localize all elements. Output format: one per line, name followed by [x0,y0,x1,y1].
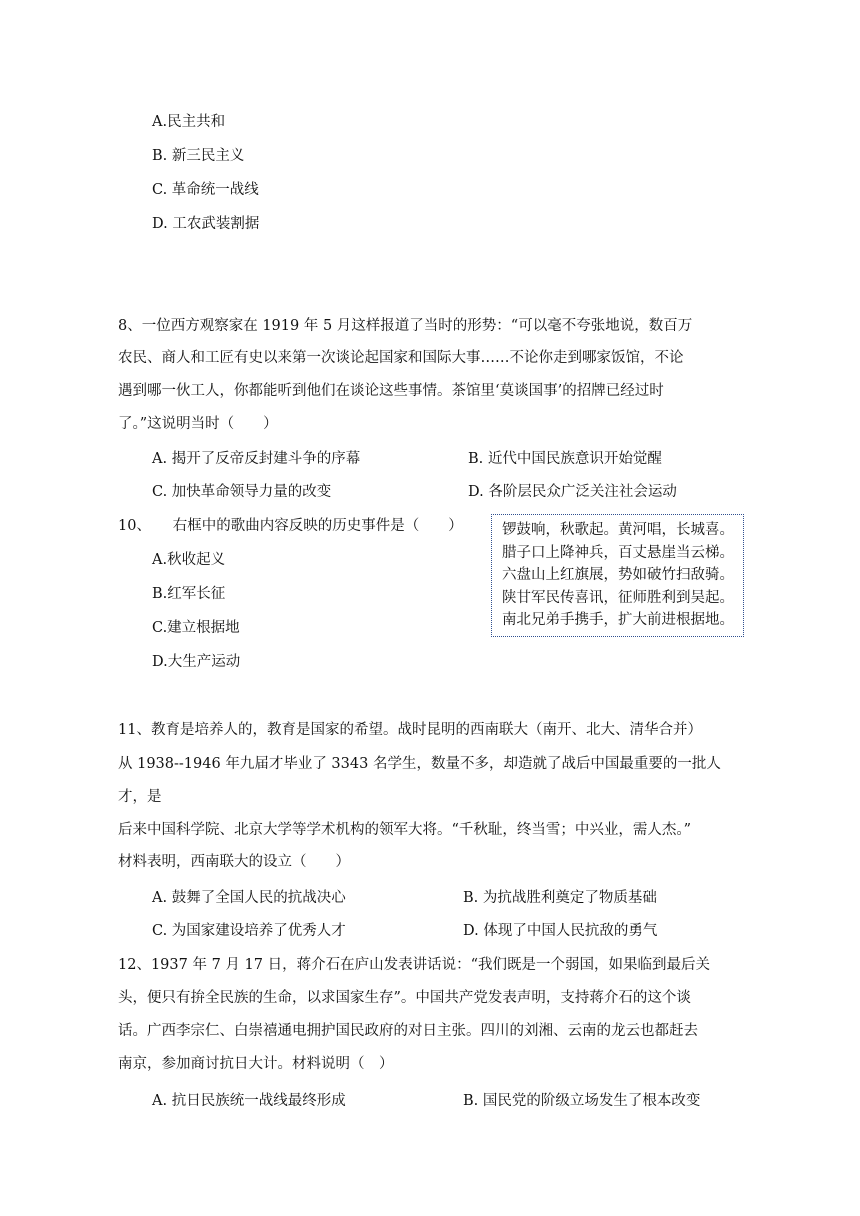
q12-stem-line: 话。广西李宗仁、白崇禧通电拥护国民政府的对日主张。四川的刘湘、云南的龙云也都赶去 [118,1023,698,1039]
q7-option-d: D. 工农武装割据 [152,216,260,232]
song-lyric-line: 腊子口上降神兵，百丈悬崖当云梯。 [502,544,734,561]
q11-option-a: A. 鼓舞了全国人民的抗战决心 [152,890,346,906]
q10-option-b: B.红军长征 [152,586,226,602]
q8-option-b: B. 近代中国民族意识开始觉醒 [468,451,662,467]
q11-option-d: D. 体现了中国人民抗敌的勇气 [463,923,658,939]
q11-stem-line: 从 1938--1946 年九届才毕业了 3343 名学生，数量不多，却造就了战后中国最重要的一批人 [118,756,721,772]
q11-option-c: C. 为国家建设培养了优秀人才 [152,923,346,939]
q12-stem-line: 南京，参加商讨抗日大计。材料说明（ ） [118,1056,394,1072]
q11-stem-line: 才，是 [118,789,162,805]
q12-option-b: B. 国民党的阶级立场发生了根本改变 [463,1093,701,1109]
q12-stem-line: 12、1937 年 7 月 17 日，蒋介石在庐山发表讲话说：“我们既是一个弱国，如果临到最后关 [118,957,710,973]
q8-stem-line: 遇到哪一伙工人，你都能听到他们在谈论这些事情。茶馆里‘莫谈国事’的招牌已经过时 [118,383,664,399]
song-lyric-line: 陕甘军民传喜讯，征师胜利到吴起。 [502,589,734,606]
song-lyrics-box [491,514,744,637]
song-lyric-line: 六盘山上红旗展，势如破竹扫敌骑。 [502,567,734,583]
q8-option-c: C. 加快革命领导力量的改变 [152,484,332,500]
q12-option-a: A. 抗日民族统一战线最终形成 [152,1093,346,1109]
q10-option-c: C.建立根据地 [152,620,240,636]
song-lyric-line: 南北兄弟手携手，扩大前进根据地。 [502,612,734,628]
q11-stem-line: 11、教育是培养人的，教育是国家的希望。战时昆明的西南联大（南开、北大、清华合并） [118,722,702,738]
q11-stem-line: 后来中国科学院、北京大学等学术机构的领军大将。“千秋耻，终当雪；中兴业，需人杰。” [118,822,692,838]
q11-stem-line: 材料表明，西南联大的设立（ ） [118,854,350,870]
q8-option-d: D. 各阶层民众广泛关注社会运动 [468,484,677,500]
q10-option-a: A.秋收起义 [152,552,226,568]
q10-stem: 10、 右框中的歌曲内容反映的历史事件是（ ） [118,518,463,534]
q8-stem-line: 了。”这说明当时（ ） [118,416,278,432]
q7-option-a: A.民主共和 [152,114,226,130]
q12-stem-line: 头，便只有拚全民族的生命，以求国家生存”。中国共产党发表声明，支持蒋介石的这个谈 [118,990,691,1006]
q8-stem-line: 农民、商人和工匠有史以来第一次谈论起国家和国际大事……不论你走到哪家饭馆，不论 [118,350,684,366]
q7-option-b: B. 新三民主义 [152,148,245,164]
q8-stem-line: 8、一位西方观察家在 1919 年 5 月这样报道了当时的形势：“可以毫不夸张地说，数百万 [118,318,693,334]
q7-option-c: C. 革命统一战线 [152,182,259,198]
q8-option-a: A. 揭开了反帝反封建斗争的序幕 [152,451,361,467]
song-lyric-line: 锣鼓响，秋歌起。黄河唱，长城喜。 [502,522,734,538]
q10-option-d: D.大生产运动 [152,654,241,670]
q11-option-b: B. 为抗战胜利奠定了物质基础 [463,890,657,906]
